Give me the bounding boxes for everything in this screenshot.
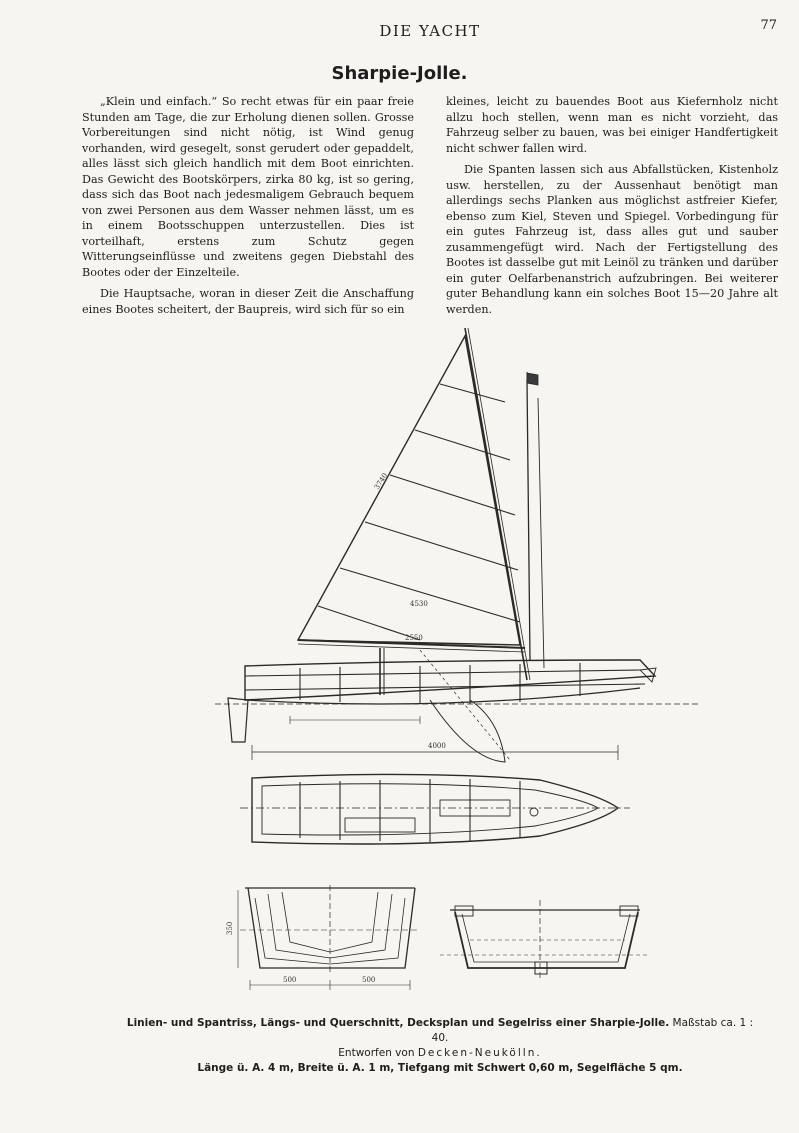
body-plan-dim-left: 500 bbox=[283, 976, 297, 984]
overall-length-label: 4000 bbox=[428, 742, 446, 750]
caption-line-2 bbox=[120, 1046, 760, 1061]
sail-foot-dim: 2550 bbox=[405, 634, 423, 642]
body-plan-dim-right: 500 bbox=[362, 976, 376, 984]
caption-scale: Maßstab ca. 1 : 40. bbox=[431, 1017, 754, 1044]
figure-caption bbox=[120, 1016, 760, 1076]
running-title: DIE YACHT bbox=[379, 22, 481, 40]
overall-length-dimension bbox=[252, 742, 618, 760]
page-number: 77 bbox=[760, 18, 777, 33]
deck-plan bbox=[240, 774, 630, 844]
body-plan bbox=[226, 885, 420, 990]
body-plan-depth-dim: 350 bbox=[226, 921, 234, 935]
caption-title: Linien- und Spantriss, Längs- und Querschnitt, Decksplan und Segelriss einer Sharpie-Jolle. bbox=[126, 1017, 670, 1029]
sail-plan bbox=[298, 328, 544, 695]
paragraph: kleines, leicht zu bauendes Boot aus Kiefernholz nicht allzu hoch stellen, wenn man es nicht vorzieht, das Fahrzeug selber zu bauen, was bei einiger Handfertigkeit nicht schwer fallen wird. bbox=[446, 95, 778, 155]
paragraph: Die Spanten lassen sich aus Abfallstücken, Kistenholz usw. herstellen, zu der Aussenhaut benötigt man allerdings sechs Planken aus möglichst astfreier Kiefer, ebenso zum Kiel, Steven und Spiegel. Vorbedingung für ein gutes Fahrzeug ist, dass alles gut und sauber zusammengefügt wird. Nach der Fertigstellung des Bootes ist dasselbe gut mit Leinöl zu tränken und darüber ein guter Oelfarbenanstrich aufzubringen. Bei weiterer guter Behandlung kann ein solches Boot 15—20 Jahre alt werden. bbox=[446, 163, 778, 316]
caption-line-3: Länge ü. A. 4 m, Breite ü. A. 1 m, Tiefgang mit Schwert 0,60 m, Segelfläche 5 qm. bbox=[197, 1062, 683, 1074]
paragraph: „Klein und einfach.“ So recht etwas für ein paar freie Stunden am Tage, die zur Erholung dienen sollen. Grosse Vorbereitungen sind nicht nötig, ist Wind genug vorhanden, wird gesegelt, sonst gerudert oder gepaddelt, alles lässt sich gleich handlich mit dem Boot einrichten. Das Gewicht des Bootskörpers, zirka 80 kg, ist so gering, dass sich das Boot nach jedesmaligem Gebrauch bequem von zwei Personen aus dem Wasser nehmen lässt, um es in einem Bootsschuppen unterzustellen. Dies ist vorteilhaft, erstens zum Schutz gegen Witterungseinflüsse und zweitens gegen Diebstahl des Bootes oder der Einzelteile. bbox=[82, 95, 414, 279]
article-title: Sharpie-Jolle. bbox=[331, 63, 468, 84]
profile-view bbox=[215, 650, 700, 762]
paragraph: Die Hauptsache, woran in dieser Zeit die Anschaffung eines Bootes scheitert, der Baupreis, wird sich für so ein bbox=[82, 287, 414, 316]
caption-line-1 bbox=[120, 1016, 760, 1046]
caption-designer-prefix: Entworfen von bbox=[338, 1047, 415, 1059]
sail-luff-dim: 3740 bbox=[372, 471, 390, 492]
sail-leech-dim: 4530 bbox=[410, 600, 428, 608]
cross-section bbox=[440, 900, 650, 980]
caption-designer-name: Decken-Neukölln. bbox=[417, 1047, 542, 1059]
